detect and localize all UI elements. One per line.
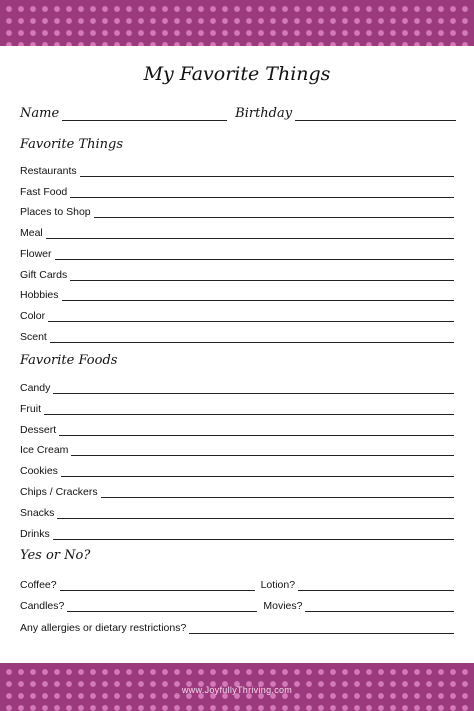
field-label: Fruit <box>20 402 41 415</box>
yes-no-row <box>20 598 454 612</box>
field-line[interactable] <box>57 508 454 519</box>
website-footer: www.JoyfullyThriving.com <box>181 685 293 695</box>
name-field[interactable] <box>62 110 227 121</box>
field-line[interactable] <box>53 529 454 540</box>
lotion-label: Lotion? <box>260 579 296 591</box>
form-row <box>20 225 454 239</box>
field-label: Flower <box>20 247 52 260</box>
field-line[interactable] <box>70 270 454 281</box>
field-line[interactable] <box>62 290 454 301</box>
form-row <box>20 308 454 322</box>
allergies-field[interactable] <box>189 623 454 634</box>
movies-label: Movies? <box>263 600 303 612</box>
field-line[interactable] <box>46 228 454 239</box>
form-row <box>20 526 454 540</box>
form-row <box>20 505 454 519</box>
field-label: Places to Shop <box>20 206 91 219</box>
candles-label: Candles? <box>20 600 65 612</box>
candles-field[interactable] <box>67 601 257 612</box>
name-birthday-row <box>20 105 456 121</box>
favorite-foods-heading: Favorite Foods <box>20 353 118 368</box>
field-line[interactable] <box>80 166 454 177</box>
field-line[interactable] <box>53 383 454 394</box>
name-label: Name <box>20 106 60 121</box>
birthday-label: Birthday <box>235 106 293 121</box>
field-label: Scent <box>20 330 47 343</box>
field-label: Candy <box>20 382 51 394</box>
lotion-field[interactable] <box>298 580 454 591</box>
yes-no-row <box>20 577 454 591</box>
form-row <box>20 287 454 301</box>
field-label: Ice Cream <box>20 444 69 457</box>
field-line[interactable] <box>101 487 454 498</box>
field-line[interactable] <box>50 332 454 343</box>
field-label: Restaurants <box>20 165 77 177</box>
field-line[interactable] <box>70 187 454 198</box>
field-label: Gift Cards <box>20 268 68 281</box>
page-title: My Favorite Things <box>143 63 331 85</box>
form-row <box>20 204 454 218</box>
field-label: Dessert <box>20 423 57 436</box>
allergies-label: Any allergies or dietary restrictions? <box>20 622 187 634</box>
field-label: Cookies <box>20 465 58 478</box>
field-label: Snacks <box>20 506 55 519</box>
yes-or-no-heading: Yes or No? <box>20 548 91 563</box>
coffee-label: Coffee? <box>20 579 57 591</box>
form-row <box>20 267 454 281</box>
form-row <box>20 380 454 394</box>
form-row <box>20 163 454 177</box>
field-label: Fast Food <box>20 185 68 198</box>
field-line[interactable] <box>55 249 454 260</box>
field-line[interactable] <box>71 445 454 456</box>
field-label: Color <box>20 309 46 322</box>
field-label: Meal <box>20 227 43 240</box>
birthday-field[interactable] <box>295 110 456 121</box>
allergies-row <box>20 620 454 634</box>
movies-field[interactable] <box>305 601 454 612</box>
form-row <box>20 401 454 415</box>
form-row <box>20 246 454 260</box>
field-label: Hobbies <box>20 289 59 302</box>
field-line[interactable] <box>44 404 454 415</box>
form-row <box>20 463 454 477</box>
field-line[interactable] <box>94 207 454 218</box>
coffee-field[interactable] <box>60 580 255 591</box>
form-row <box>20 442 454 456</box>
top-polka-dot-band <box>0 0 474 46</box>
form-row <box>20 484 454 498</box>
field-line[interactable] <box>48 311 454 322</box>
field-label: Drinks <box>20 527 50 540</box>
favorite-things-heading: Favorite Things <box>20 137 124 152</box>
field-line[interactable] <box>61 466 454 477</box>
form-row <box>20 329 454 343</box>
field-label: Chips / Crackers <box>20 486 98 498</box>
field-line[interactable] <box>59 425 454 436</box>
form-row <box>20 184 454 198</box>
form-row <box>20 422 454 436</box>
